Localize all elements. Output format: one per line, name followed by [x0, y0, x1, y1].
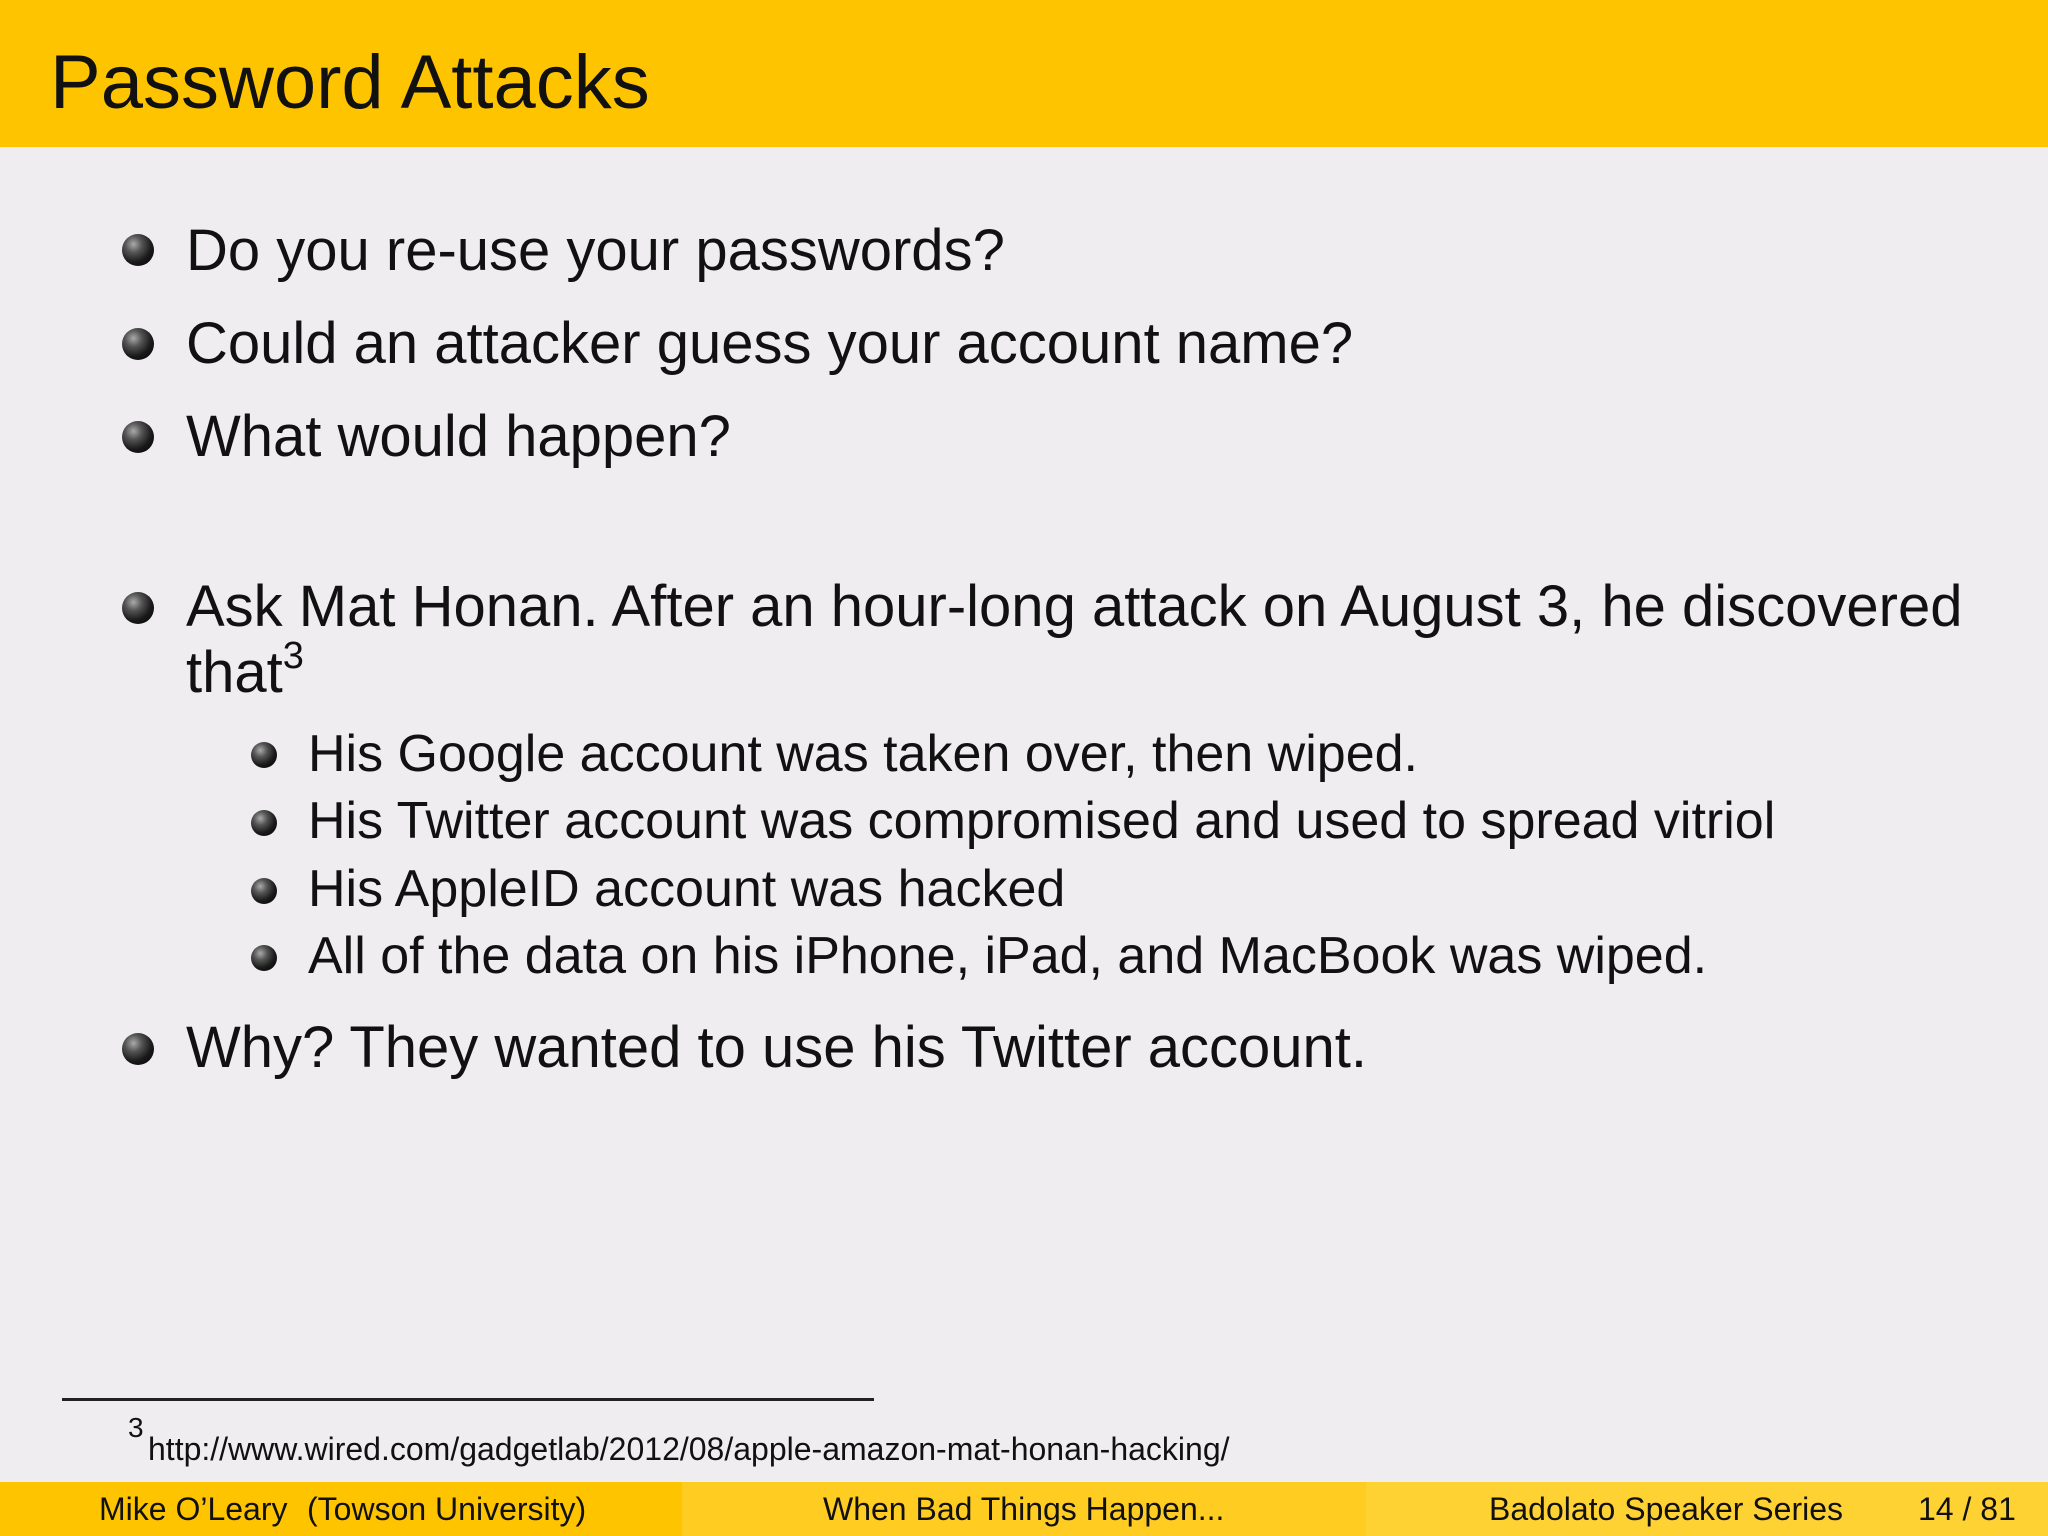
footer-series-section [1366, 1482, 2048, 1536]
footer-author-section [0, 1482, 682, 1536]
subitem-google: His Google account was taken over, then wiped. [308, 725, 1418, 783]
bullet-icon [122, 234, 154, 266]
bullet-text-guess: Could an attacker guess your account name? [186, 311, 1354, 376]
bullet-icon [122, 421, 154, 453]
footer [0, 1482, 2048, 1536]
footnote-divider [62, 1398, 874, 1401]
subbullet-icon [251, 810, 277, 836]
subbullet-icon [251, 742, 277, 768]
slide-title: Password Attacks [50, 40, 650, 125]
bullet-text-honan: Ask Mat Honan. After an hour-long attack on August 3, he discovered [186, 574, 1963, 639]
footer-institution: (Towson University) [307, 1491, 587, 1527]
title-bar [0, 0, 2048, 147]
footer-talk-title: When Bad Things Happen... [823, 1491, 1225, 1527]
honan-that: that [186, 640, 283, 705]
bullet-text-happen: What would happen? [186, 404, 731, 469]
subbullet-icon [251, 878, 277, 904]
subitem-twitter: His Twitter account was compromised and used to spread vitriol [308, 792, 1776, 850]
footer-series: Badolato Speaker Series [1489, 1491, 1843, 1527]
bullet-text-why: Why? They wanted to use his Twitter account. [186, 1015, 1368, 1080]
footnote-url: http://www.wired.com/gadgetlab/2012/08/apple-amazon-mat-honan-hacking/ [148, 1431, 1230, 1467]
bullet-icon [122, 592, 154, 624]
bullet-icon [122, 328, 154, 360]
bullet-text-honan-continued [186, 635, 304, 706]
bullet-icon [122, 1033, 154, 1065]
footer-author: Mike O’Leary [99, 1491, 288, 1527]
page-number: 14 / 81 [1918, 1491, 2016, 1527]
bullet-text-reuse: Do you re-use your passwords? [186, 218, 1005, 283]
footer-title-section [682, 1482, 1366, 1536]
subitem-devices: All of the data on his iPhone, iPad, and MacBook was wiped. [308, 927, 1708, 985]
footnote-reference: 3 [282, 635, 304, 677]
subitem-appleid: His AppleID account was hacked [308, 860, 1066, 918]
subbullet-icon [251, 945, 277, 971]
footnote-mark: 3 [128, 1412, 144, 1443]
